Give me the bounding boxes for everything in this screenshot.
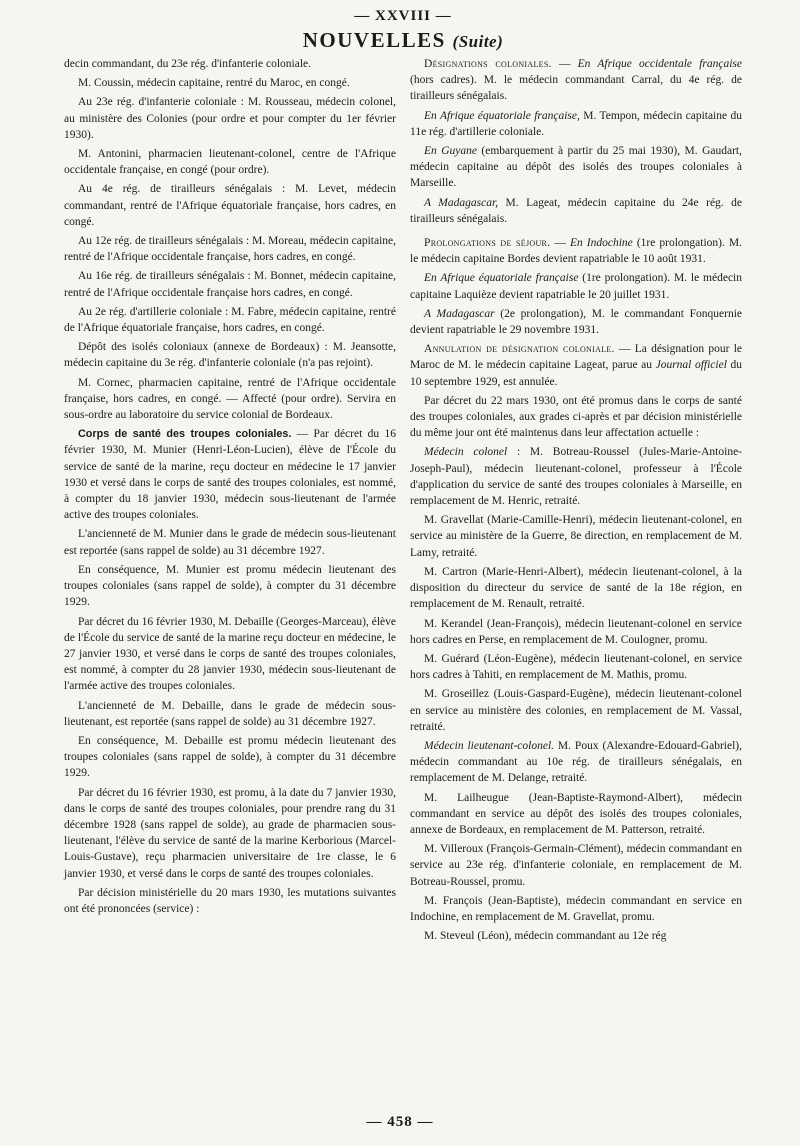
paragraph — [410, 143, 742, 192]
paragraph: L'ancienneté de M. Munier dans le grade de médecin sous-lieutenant est reportée (sans rappel de solde) au 31 décembre 1927. — [64, 528, 396, 557]
paragraph-text: — La désignation pour le Maroc de M. le médecin capitaine Lageat, parue au — [410, 343, 742, 372]
paragraph: M. Lailheugue (Jean-Baptiste-Raymond-Albert), médecin commandant en service au dépôt des isolés des troupes coloniales, annexe de Bordeaux, en remplacement de M. Patterson, retraité. — [410, 791, 742, 836]
right-column — [410, 56, 742, 947]
paragraph: En conséquence, M. Munier est promu médecin lieutenant des troupes coloniales (sans rappel de solde), à compter du 31 décembre 1929. — [64, 563, 396, 609]
paragraph-text: (1re prolongation). M. le médecin capitaine Laquièze devient rapatriable le 20 juillet 1931. — [410, 272, 742, 301]
paragraph — [410, 195, 742, 227]
paragraph-text: (2e prolongation), M. le commandant Fonquernie devient rapatriable le 29 novembre 1931. — [410, 307, 742, 337]
paragraph-text: — Par décret du 16 février 1930, M. Munier (Henri-Léon-Lucien), élève de l'École du service de santé de la marine, reçu docteur en médecine le 17 janvier 1930 et versé dans le corps de santé des troupes coloniales, est nommé, à compter du 18 janvier 1930, médecin sous-lieutenant de l'armée active des troupes coloniales. — [64, 428, 397, 522]
section-heading: Désignations coloniales. — [424, 58, 552, 70]
dash: — — [551, 58, 578, 70]
section-heading: Annulation de désignation coloniale. — [424, 343, 615, 356]
page-header — [64, 8, 742, 54]
grade-name: Médecin lieutenant-colonel. — [424, 739, 555, 752]
paragraph: M. Guérard (Léon-Eugène), médecin lieutenant-colonel, en service hors cadres à Tahiti, en remplacement de M. Mathis, promu. — [410, 652, 742, 682]
paragraph — [410, 341, 742, 390]
grade-name: Médecin colonel — [424, 446, 508, 459]
place-name: A Madagascar, — [424, 196, 499, 209]
paragraph: M. Villeroux (François-Germain-Clément), médecin commandant en service au 23e rég. d'infanterie coloniale, en remplacement de M. Botreau-Roussel, promu. — [410, 843, 742, 888]
section-title — [64, 28, 742, 54]
paragraph: Au 23e rég. d'infanterie coloniale : M. Rousseau, médecin colonel, au ministère des Colonies (pour ordre et pour compter du 1er février 1930). — [64, 96, 396, 141]
paragraph: Au 16e rég. de tirailleurs sénégalais : M. Bonnet, médecin capitaine, rentré de l'Afrique occidentale française hors cadres, en congé. — [64, 270, 396, 299]
paragraph: Au 4e rég. de tirailleurs sénégalais : M. Levet, médecin commandant, rentré de l'Afrique équatoriale française, hors cadres, en congé. — [64, 183, 396, 228]
paragraph: M. Antonini, pharmacien lieutenant-colonel, centre de l'Afrique occidentale française, en congé (pour ordre). — [64, 148, 396, 177]
two-column-body — [64, 56, 742, 947]
paragraph: M. Cartron (Marie-Henri-Albert), médecin lieutenant-colonel, à la disposition du directeur du service de santé de la 18e région, en remplacement de M. Renault, retraité. — [410, 565, 742, 611]
paragraph: Par décision ministérielle du 20 mars 1930, les mutations suivantes ont été prononcées (service) : — [64, 886, 396, 915]
paragraph-text: M. Tempon, médecin capitaine du 11e rég. d'artillerie coloniale. — [410, 109, 742, 138]
place-name: En Afrique équatoriale française, — [424, 109, 580, 122]
paragraph: M. Coussin, médecin capitaine, rentré du Maroc, en congé. — [78, 77, 350, 90]
paragraph: L'ancienneté de M. Debaille, dans le grade de médecin sous-lieutenant, est reportée (sans rappel de solde) au 31 décembre 1927. — [64, 699, 396, 728]
paragraph: Par décret du 16 février 1930, M. Debaille (Georges-Marceau), élève de l'École du service de santé de la marine reçu docteur en médecine, le 27 janvier 1930, et versé dans le corps de santé des troupes coloniales, est nommé, à compter du 28 janvier 1930, médecin sous-lieutenant de l'armée active des troupes coloniales. — [64, 615, 396, 693]
paragraph-text: M. Poux (Alexandre-Edouard-Gabriel), médecin commandant au 10e rég. de tirailleurs sénégalais, en remplacement de M. Delange, retraité. — [410, 739, 742, 785]
paragraph: M. François (Jean-Baptiste), médecin commandant en service en Indochine, en remplacement de M. Gravellat, promu. — [410, 894, 742, 923]
paragraph: En conséquence, M. Debaille est promu médecin lieutenant des troupes coloniales (sans rappel de solde), à compter du 31 décembre 1929. — [64, 734, 396, 780]
place-name: En Indochine — [569, 237, 633, 250]
paragraph: M. Steveul (Léon), médecin commandant au 12e rég — [424, 930, 667, 943]
roman-page-number: — XXVIII — — [354, 8, 452, 24]
place-name: En Guyane — [424, 145, 477, 158]
paragraph-text: du 10 septembre 1929, est annulée. — [410, 359, 742, 388]
paragraph: M. Gravellat (Marie-Camille-Henri), médecin lieutenant-colonel, en service au ministère de la Guerre, 8e direction, en remplacement de M. Lamy, retraité. — [410, 514, 742, 559]
paragraph — [410, 738, 742, 787]
paragraph: Par décret du 22 mars 1930, ont été promus dans le corps de santé des troupes coloniales, aux grades ci-après et par décision ministérielle du même jour ont été maintenus dans leur affectation actuelle : — [410, 394, 742, 440]
paragraph — [410, 108, 742, 140]
paragraph-text: (hors cadres). M. le médecin commandant Carral, du 4e rég. de tirailleurs sénégalais. — [410, 74, 742, 103]
page-number-footer: — 458 — — [366, 1114, 434, 1130]
paragraph: M. Groseillez (Louis-Gaspard-Eugène), médecin lieutenant-colonel en service au ministère des colonies, en remplacement de M. Vassal, retraité. — [410, 688, 742, 733]
place-name: En Afrique équatoriale française — [424, 272, 579, 285]
left-column — [64, 56, 396, 947]
journal-title: Journal officiel — [655, 359, 727, 372]
paragraph-text: (embarquement à partir du 25 mai 1930), M. Gaudart, médecin capitaine au dépôt des isolés des troupes coloniales à Marseille. — [410, 145, 742, 190]
paragraph: Au 2e rég. d'artillerie coloniale : M. Fabre, médecin capitaine, rentré de l'Afrique équatoriale française, hors cadres, en congé. — [64, 305, 396, 335]
paragraph: Au 12e rég. de tirailleurs sénégalais : M. Moreau, médecin capitaine, rentré de l'Afrique occidentale française, hors cadres, en congé. — [64, 235, 396, 264]
place-name: A Madagascar — [424, 307, 495, 320]
paragraph: decin commandant, du 23e rég. d'infanterie coloniale. — [64, 58, 311, 70]
paragraph-text: : M. Botreau-Roussel (Jules-Marie-Antoine-Joseph-Paul), médecin lieutenant-colonel, professeur à l'École d'application du service de santé des troupes coloniales à Marseille, en remplacement de M. Henric, retraité. — [410, 446, 743, 508]
paragraph — [410, 444, 742, 509]
paragraph — [410, 235, 742, 267]
paragraph: M. Kerandel (Jean-François), médecin lieutenant-colonel en service hors cadres en Perse, en remplacement de M. Coulogner, promu. — [410, 617, 742, 646]
paragraph — [410, 56, 742, 105]
paragraph: M. Cornec, pharmacien capitaine, rentré de l'Afrique occidentale française, hors cadres, en congé. — Affecté (pour ordre). Servira en sous-ordre au laboratoire du service colonial de Bordeaux. — [64, 376, 396, 422]
title-text: NOUVELLES — [302, 28, 446, 52]
dash: — — [550, 237, 570, 250]
paragraph-text: M. Lageat, médecin capitaine du 24e rég. de tirailleurs sénégalais. — [410, 196, 742, 225]
paragraph: Par décret du 16 février 1930, est promu, à la date du 7 janvier 1930, dans le corps de santé des troupes coloniales, pour prendre rang du 31 décembre 1928 (sans rappel de solde), au grade de pharmacien sous-lieutenant, l'élève du service de santé de la marine Kerborious (Marcel-Louis-Gustave), reçu pharmacien universitaire de 1re classe, le 6 janvier 1930, et versé dans le corps de santé des troupes coloniales. — [64, 786, 396, 880]
place-name: En Afrique occidentale française — [577, 58, 742, 70]
section-lead: Corps de santé des troupes coloniales. — [78, 428, 292, 441]
paragraph: Dépôt des isolés coloniaux (annexe de Bordeaux) : M. Jeansotte, médecin capitaine du 3e rég. d'infanterie coloniale (n'a pas rejoint). — [64, 341, 396, 370]
section-heading: Prolongations de séjour. — [424, 237, 551, 250]
paragraph-text: (1re prolongation). M. le médecin capitaine Bordes devient rapatriable le 10 août 1931. — [410, 237, 742, 266]
title-suite: (Suite) — [452, 32, 504, 51]
paragraph — [410, 270, 742, 302]
paragraph — [64, 426, 396, 523]
paragraph — [410, 306, 742, 338]
